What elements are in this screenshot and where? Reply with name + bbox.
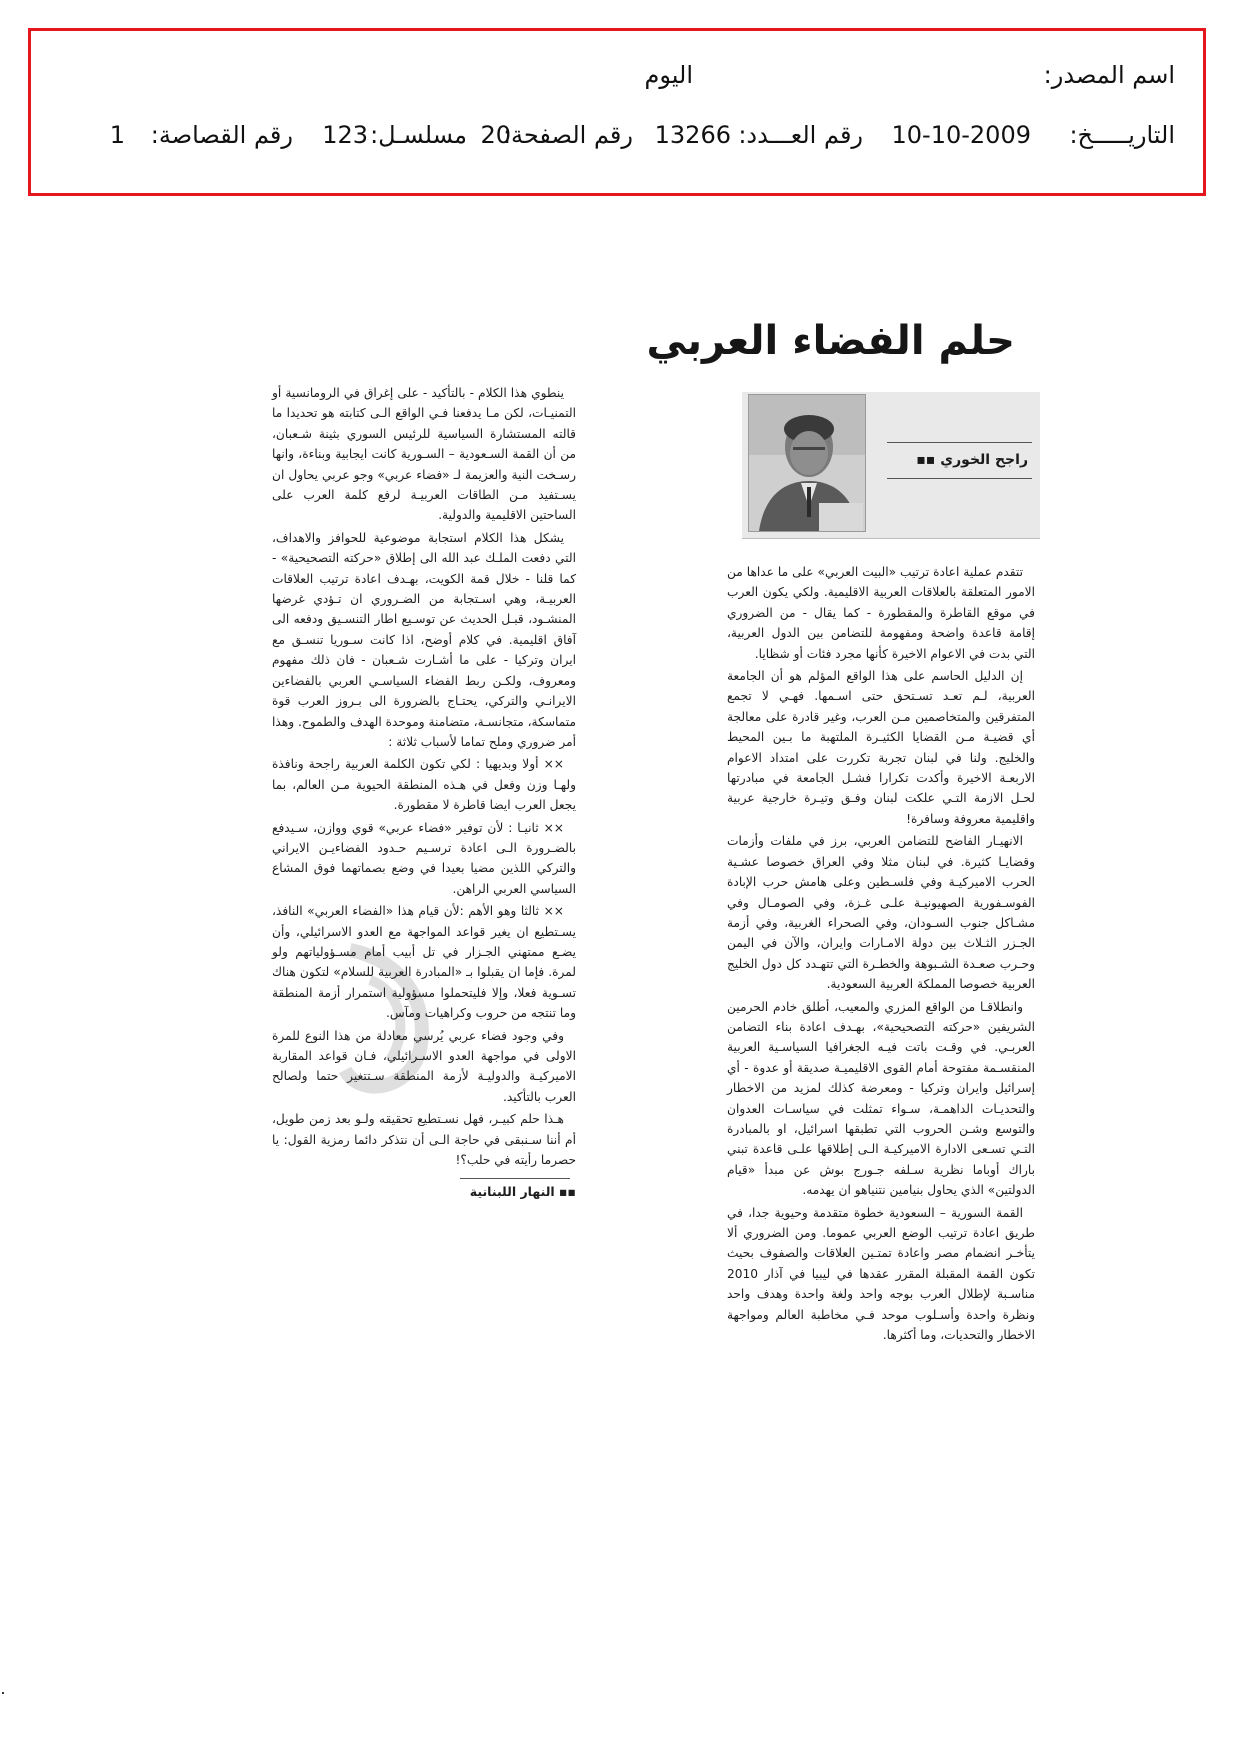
paragraph: هـذا حلم كبيـر، فهل نسـتطيع تحقيقه ولـو بعد زمن طويل، أم أننا سـنبقى في حاجة الـى أن نتذكر دائما رمزية القول: يا حصرما رأيته في حلب؟! <box>272 1112 576 1168</box>
paragraph: ×× ثانيـا : لأن توفير «فضاء عربي» قوي ووازن، سـيدفع بالضـرورة الـى اعادة ترسـيم حـدود الفضاءيـن الايراني والتركي اللذين مضيا بعيدا في وضع بصماتهما فوق المشاع السياسي العربي الراهن. <box>272 820 576 896</box>
clip-number-label: رقم القصاصة: <box>150 121 293 149</box>
paragraph: ×× ثالثا وهو الأهم :لأن قيام هذا «الفضاء العربي» النافذ، يسـتطيع ان يغير قواعد المواجهة مع العدو الاسرائيلي، وأن يضـع ممتهني الجـزار في تل أبيب أمام مسـؤولياتهم ولو لمرة. فإما ان يقبلوا بـ «المبادرة العربية للسلام» لتكون هناك تسـوية فعلا، وإلا فليتحملوا مسؤولية استمرار أزمة المنطقة وما تنتجه من حروب وكراهيات ومآس. <box>272 904 576 1021</box>
scan-speck <box>2 1692 4 1694</box>
source-credit-rule <box>460 1178 570 1179</box>
article-column-right <box>727 562 1035 1347</box>
issue-label: رقم العـــدد: <box>738 121 863 149</box>
paragraph: القمة السورية – السعودية خطوة متقدمة وحيوية جدا، في طريق اعادة ترتيب الوضع العربي عموما. ومن الضروري ألا يتأخـر انضمام مصر واعادة تمتـين العلاقات والصفوف بحيث تكون القمة المقبلة المقرر عقدها في ليبيا في آذار 2010 مناسـبة لإطلال العرب بوجه واحد ولغة واحدة وهدف واحد ونظرة واحدة وأسـلوب موحد فـي مخاطبة العالم ومواجهة الاخطار والتحديات، وما أكثرها. <box>727 1205 1035 1343</box>
source-credit: ▪▪ النهار اللبنانية <box>469 1184 576 1200</box>
clip-number-value: 1 <box>109 121 125 149</box>
date-value: 10-10-2009 <box>891 121 1031 149</box>
serial-value: 123 <box>322 121 368 149</box>
source-credit-line <box>272 1176 576 1200</box>
paragraph: وفي وجود فضاء عربي يُرسي معادلة من هذا النوع للمرة الاولى في مواجهة العدو الاسـرائيلي، فـان قواعد المقاربة الاميركيـة والدوليـة لأزمة المنطقة سـتتغير حتما ولصالح العرب بالتأكيد. <box>272 1028 576 1104</box>
article-headline: حلم الفضاء العربي <box>646 318 1015 364</box>
issue-value: 13266 <box>654 121 731 149</box>
source-label: اسم المصدر: <box>1043 61 1175 89</box>
paragraph: ×× أولا وبديهيا : لكي تكون الكلمة العربية راجحة ونافذة ولهـا وزن وفعل في هـذه المنطقة الحيوية مـن العالم، بما يجعل العرب ايضا قاطرة لا مقطورة. <box>272 757 576 813</box>
author-photo <box>748 394 866 532</box>
author-name: راجح الخوري ▪▪ <box>916 452 1028 468</box>
paragraph: تتقدم عملية اعادة ترتيب «البيت العربي» على ما عداها من الامور المتعلقة بالعلاقات العربية الاقليمية. ولكي يكون العرب في موقع القاطرة والمقطورة - كما يقال - من الضروري إقامة قاعدة واضحة ومفهومة للتضامن بين الدول العربية، التي بدت في الاعوام الاخيرة كأنها مجرد فئات أو شظايا. <box>727 565 1035 661</box>
metadata-row-1 <box>31 61 1203 91</box>
paragraph: إن الدليل الحاسم على هذا الواقع المؤلم هو أن الجامعة العربية، لـم تعـد تسـتحق حتى اسـمها. فهـي لا تجمع المتفرقين والمتخاصمين مـن العرب، وغير قادرة على معالجة أي قضيـة مـن القضايا الكثيـرة الملتهبة ما بـين المحيط والخليج. ولنا في لبنان تجربة تكررت على امتداد الاعوام الاربعـة الاخيرة وأكدت تكرارا فشـل الجامعة في مبادرتها لحـل الازمة التـي علكت لبنان وفـق وتيـرة خارجية عربية واقليمية معروفة وسافرة! <box>727 669 1035 826</box>
paragraph: ينطوي هذا الكلام - بالتأكيد - على إغراق في الرومانسية أو التمنيـات، لكن مـا يدفعنا فـي الواقع الـى كتابته هو تحديدا ما قالته المستشارة السياسية للرئيس السوري بثينة شـعبان، من أن القمة السـعودية – السـورية كانت ايجابية وبناءة، وانها رسـخت النية والعزيمة لـ «فضاء عربي» وجو عربي يحاول ان يسـتفيد مـن الطاقات العربيـة لرفع كلمة العرب على الساحتين الاقليمية والدولية. <box>272 386 576 523</box>
paragraph: يشكل هذا الكلام استجابة موضوعية للحوافز والاهداف، التي دفعت الملـك عبد الله الى إطلاق «حركته التصحيحية» - كما قلنا - خلال قمة الكويت، بهـدف اعادة ترتيب العلاقات العربيـة، وهي اسـتجابة من الضـروري ان تـؤدي غرضها المنشـود، قبـل الحديث عن توسـيع اطار التنسـيق ودفعه الى آفاق اقليمية. في كلام أوضح، اذا كانت سـوريا تنسـق مع ايران وتركيا - على ما أشـارت شـعبان - فان ذلك مفهوم ومعروف، ولكـن ربط الفضاء السياسـي العربي بالفضاءين الايرانـي والتركي، يحتـاج بالضرورة الى بـروز العرب قوة متماسكة، متجانسـة، متضامنة وموحدة الهدف والطموح. وهذا أمر ضروري وملح تماما لأسباب ثلاثة : <box>272 530 576 749</box>
source-value: اليوم <box>644 61 693 89</box>
serial-label: مسلسـل: <box>370 121 467 149</box>
metadata-row-2 <box>31 121 1203 151</box>
article-column-left <box>272 383 576 1200</box>
page-value: 20 <box>480 121 511 149</box>
date-label: التاريـــــخ: <box>1069 121 1175 149</box>
paragraph: الانهيـار الفاضح للتضامن العربي، برز في ملفات وأزمات وقضايـا كثيرة. في لبنان مثلا وفي العراق خصوصا عشـية الحرب الاميركيـة وفي فلسـطين وعلى هامش حرب الإبادة الفوسـفورية الصهيونيـة علـى غـزة، وفي الصومـال وفي مشـاكل جنوب السـودان، وفي الصحراء الغربية، وفي أزمة الجـزر الثـلاث بين دولة الامـارات وايران، والآن في اليمن وحـرب صعـدة الشـبوهة والخطـرة التي تتهـدد كل دول الخليج العربية خصوصا المملكة العربية السعودية. <box>727 834 1035 992</box>
author-box <box>742 392 1040 539</box>
author-rule-bottom <box>887 478 1032 479</box>
page-label: رقم الصفحة: <box>502 121 633 149</box>
clipping-metadata-box <box>28 28 1206 196</box>
author-rule-top <box>887 442 1032 443</box>
paragraph: وانطلاقـا من الواقع المزري والمعيب، أطلق خادم الحرمين الشريفين «حركته التصحيحية»، بهـدف اعادة بناء التضامن العربـي. في وقـت باتت فيـه الجغرافيا السياسـية العربية المنقسـمة مفتوحة أمام القوى الاقليميـة صديقة أو عدوة - أي إسرائيل وايران وتركيا - ومعرضة كذلك لمزيد من الاخطار والتحديـات الداهمـة، سـواء تمثلت في سياسـات العدوان والتوسع وشـن الحروب التي تطبقها اسرائيل، او بالمبادرة التـي تسـعى الادارة الاميركيـة الـى إطلاقها علـى قاعدة تبني باراك أوباما نظرية سـلفه جـورج بوش عن مبدأ «قيام الدولتين» الذي يحاول بنيامين نتنياهو ان يهدمه. <box>727 999 1035 1198</box>
